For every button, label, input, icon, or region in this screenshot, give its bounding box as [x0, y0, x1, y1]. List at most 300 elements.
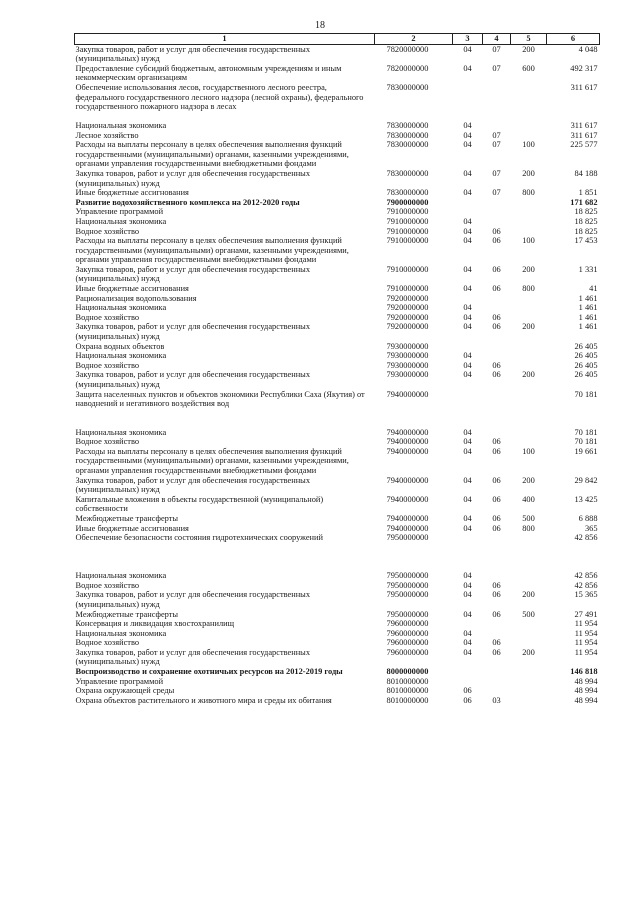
row-subsection: 06: [492, 609, 501, 619]
row-expense-type: 200: [522, 475, 535, 485]
row-amount: 18 825: [574, 226, 598, 236]
row-name: Консервация и ликвидация хвостохранилищ: [75, 619, 235, 629]
row-amount: 84 188: [574, 168, 598, 178]
row-name: Расходы на выплаты персоналу в целях обеспечения выполнения функций государственными (муниципальными) органами, казенными учреждениями, органами управления государственными внебюджетными фондами: [75, 446, 349, 475]
row-code: 7930000000: [386, 351, 429, 361]
row-code: 7910000000: [386, 216, 429, 226]
row-amount: 311 617: [570, 82, 598, 92]
row-code: 7950000000: [386, 590, 429, 600]
row-name: Иные бюджетные ассигнования: [75, 188, 189, 198]
table-row: [75, 447, 600, 476]
row-section: 04: [463, 284, 472, 294]
row-section: 04: [463, 609, 472, 619]
row-expense-type: 100: [522, 446, 535, 456]
budget-table: [74, 33, 600, 705]
row-subsection: 06: [492, 226, 501, 236]
row-amount: 42 856: [574, 533, 598, 543]
table-row: [75, 207, 600, 217]
row-subsection: 06: [492, 284, 501, 294]
row-name: Водное хозяйство: [75, 580, 140, 590]
row-subsection: [483, 198, 511, 208]
row-amount: 42 856: [574, 580, 598, 590]
table-row: [75, 169, 600, 188]
row-section: 04: [463, 513, 472, 523]
row-section: 04: [463, 628, 472, 638]
row-expense-type: [511, 619, 547, 629]
row-name: Рационализация водопользования: [75, 293, 197, 303]
row-code: 7930000000: [386, 360, 429, 370]
row-section: 04: [463, 475, 472, 485]
row-name: Водное хозяйство: [75, 226, 140, 236]
row-expense-type: 100: [522, 236, 535, 246]
row-amount: 18 825: [574, 216, 598, 226]
row-expense-type: 200: [522, 370, 535, 380]
row-name: Управление программой: [75, 207, 164, 217]
row-amount: 26 405: [574, 351, 598, 361]
row-expense-type: 400: [522, 494, 535, 504]
row-name: Водное хозяйство: [75, 437, 140, 447]
table-row: [75, 64, 600, 83]
row-subsection: 07: [492, 44, 501, 54]
row-subsection: 06: [492, 446, 501, 456]
row-code: 7900000000: [386, 197, 429, 207]
row-section: 04: [463, 44, 472, 54]
row-section: 04: [463, 140, 472, 150]
row-amount: 42 856: [574, 571, 598, 581]
row-amount: 70 181: [574, 437, 598, 447]
row-section: 04: [463, 523, 472, 533]
row-name: Межбюджетные трансферты: [75, 513, 179, 523]
row-subsection: [483, 217, 511, 227]
row-subsection: [483, 303, 511, 313]
row-code: 7930000000: [386, 370, 429, 380]
table-header-row: [75, 34, 600, 45]
row-section: 04: [463, 168, 472, 178]
row-expense-type: 200: [522, 168, 535, 178]
table-row: [75, 198, 600, 208]
row-section: 04: [463, 580, 472, 590]
row-amount: 11 954: [574, 628, 598, 638]
row-code: 7830000000: [386, 188, 429, 198]
row-subsection: 06: [492, 590, 501, 600]
row-expense-type: 800: [522, 188, 535, 198]
row-name: Охрана объектов растительного и животного мира и среды их обитания: [75, 695, 332, 705]
row-expense-type: [511, 581, 547, 591]
row-subsection: 07: [492, 168, 501, 178]
row-code: 7940000000: [386, 523, 429, 533]
table-row: [75, 390, 600, 428]
row-amount: 11 954: [574, 638, 598, 648]
table-row: [75, 514, 600, 524]
table-row: [75, 677, 600, 687]
row-name: Лесное хозяйство: [75, 130, 139, 140]
row-name: Национальная экономика: [75, 628, 167, 638]
row-expense-type: [511, 686, 547, 696]
row-amount: 11 954: [574, 647, 598, 657]
page-number: 18: [315, 20, 325, 31]
table-row: [75, 629, 600, 639]
row-name: Межбюджетные трансферты: [75, 609, 179, 619]
table-row: [75, 313, 600, 323]
row-subsection: [483, 390, 511, 428]
row-amount: 6 888: [578, 513, 598, 523]
row-amount: 26 405: [574, 341, 598, 351]
row-expense-type: [511, 227, 547, 237]
row-subsection: 06: [492, 580, 501, 590]
row-section: 04: [463, 446, 472, 456]
row-subsection: [483, 686, 511, 696]
row-name: Иные бюджетные ассигнования: [75, 284, 189, 294]
row-name: Охрана водных объектов: [75, 341, 165, 351]
row-expense-type: [511, 361, 547, 371]
row-name: Закупка товаров, работ и услуг для обеспечения государственных (муниципальных) нужд: [75, 590, 311, 609]
row-name: Обеспечение использования лесов, государственного лесного реестра, федерального государственного лесного надзора (лесной охраны), федерального государственного пожарного надзора в лесах: [75, 82, 364, 112]
row-code: 7830000000: [386, 120, 429, 130]
row-expense-type: [511, 294, 547, 304]
row-name: Предоставление субсидий бюджетным, автономным учреждениям и иным некоммерческим организациям: [75, 63, 342, 83]
table-row: [75, 351, 600, 361]
row-expense-type: [511, 638, 547, 648]
row-code: 7910000000: [386, 207, 429, 217]
table-row: [75, 294, 600, 304]
row-subsection: 06: [492, 322, 501, 332]
row-amount: 26 405: [574, 370, 598, 380]
row-name: Закупка товаров, работ и услуг для обеспечения государственных (муниципальных) нужд: [75, 475, 311, 495]
row-amount: 17 453: [574, 236, 598, 246]
row-expense-type: [511, 437, 547, 447]
row-section: 04: [463, 494, 472, 504]
row-subsection: 03: [492, 695, 501, 705]
row-expense-type: 200: [522, 647, 535, 657]
table-row: [75, 476, 600, 495]
row-code: 8000000000: [386, 667, 429, 677]
row-section: 04: [463, 638, 472, 648]
row-expense-type: [511, 533, 547, 571]
table-row: [75, 83, 600, 121]
row-code: 8010000000: [386, 695, 429, 705]
row-section: [453, 198, 483, 208]
table-row: [75, 44, 600, 64]
row-amount: 1 331: [578, 264, 598, 274]
table-row: [75, 121, 600, 131]
row-code: 7910000000: [386, 236, 429, 246]
row-expense-type: [511, 428, 547, 438]
row-expense-type: [511, 83, 547, 121]
row-name: Расходы на выплаты персоналу в целях обеспечения выполнения функций государственными (муниципальными) органами, казенными учреждениями, органами управления государственными внебюджетными фондами: [75, 236, 349, 265]
row-name: Национальная экономика: [75, 216, 167, 226]
row-subsection: 06: [492, 360, 501, 370]
row-section: [453, 294, 483, 304]
row-name: Водное хозяйство: [75, 312, 140, 322]
table-row: [75, 686, 600, 696]
row-code: 7930000000: [386, 341, 429, 351]
row-amount: 1 851: [578, 188, 598, 198]
table-row: [75, 140, 600, 169]
row-subsection: [483, 207, 511, 217]
row-section: [453, 207, 483, 217]
row-subsection: 07: [492, 130, 501, 140]
row-expense-type: [511, 571, 547, 581]
row-section: 04: [463, 322, 472, 332]
row-subsection: [483, 571, 511, 581]
row-section: 04: [463, 226, 472, 236]
row-amount: 48 994: [574, 686, 598, 696]
row-section: [453, 83, 483, 121]
row-section: [453, 390, 483, 428]
row-code: 7920000000: [386, 322, 429, 332]
table-row: [75, 131, 600, 141]
table-row: [75, 217, 600, 227]
row-expense-type: 500: [522, 513, 535, 523]
row-amount: 1 461: [578, 322, 598, 332]
row-subsection: [483, 677, 511, 687]
row-code: 7950000000: [386, 571, 429, 581]
row-amount: 29 842: [574, 475, 598, 485]
row-amount: 11 954: [574, 619, 598, 629]
row-code: 7940000000: [386, 513, 429, 523]
row-expense-type: [511, 390, 547, 428]
row-code: 8010000000: [386, 676, 429, 686]
row-amount: 1 461: [578, 293, 598, 303]
row-section: 04: [463, 647, 472, 657]
table-row: [75, 322, 600, 341]
row-subsection: 06: [492, 494, 501, 504]
row-subsection: 06: [492, 513, 501, 523]
row-code: 7910000000: [386, 264, 429, 274]
row-code: 8010000000: [386, 686, 429, 696]
table-row: [75, 303, 600, 313]
row-section: [453, 619, 483, 629]
row-name: Закупка товаров, работ и услуг для обеспечения государственных (муниципальных) нужд: [75, 264, 311, 284]
row-subsection: 06: [492, 264, 501, 274]
row-amount: 1 461: [578, 303, 598, 313]
row-expense-type: [511, 217, 547, 227]
row-code: 7950000000: [386, 609, 429, 619]
table-row: [75, 370, 600, 389]
row-amount: 41: [589, 284, 598, 294]
row-section: [453, 667, 483, 677]
row-name: Обеспечение безопасности состояния гидротехнических сооружений: [75, 533, 324, 543]
row-section: 04: [463, 590, 472, 600]
row-expense-type: [511, 342, 547, 352]
row-amount: 1 461: [578, 312, 598, 322]
row-amount: 48 994: [574, 676, 598, 686]
row-subsection: 07: [492, 188, 501, 198]
row-subsection: 06: [492, 370, 501, 380]
row-amount: 4 048: [578, 44, 598, 54]
row-code: 7940000000: [386, 427, 429, 437]
row-code: 7910000000: [386, 226, 429, 236]
row-section: [453, 533, 483, 571]
row-expense-type: [511, 121, 547, 131]
row-name: Водное хозяйство: [75, 360, 140, 370]
row-name: Расходы на выплаты персоналу в целях обеспечения выполнения функций государственными (муниципальными) органами, казенными учреждениями, органами управления государственными внебюджетными фондами: [75, 140, 349, 169]
table-row: [75, 437, 600, 447]
table-row: [75, 188, 600, 198]
row-expense-type: [511, 667, 547, 677]
row-name: Воспроизводство и сохранение охотничьих ресурсов на 2012-2019 годы: [75, 667, 343, 677]
row-name: Водное хозяйство: [75, 638, 140, 648]
row-expense-type: [511, 207, 547, 217]
row-amount: 18 825: [574, 207, 598, 217]
row-name: Закупка товаров, работ и услуг для обеспечения государственных (муниципальных) нужд: [75, 168, 311, 188]
row-name: Национальная экономика: [75, 351, 167, 361]
row-section: 04: [463, 188, 472, 198]
row-code: 7950000000: [386, 533, 429, 543]
row-expense-type: 100: [522, 140, 535, 150]
row-amount: 27 491: [574, 609, 598, 619]
row-code: 7960000000: [386, 638, 429, 648]
row-subsection: [483, 533, 511, 571]
row-section: [453, 342, 483, 352]
row-code: 7920000000: [386, 293, 429, 303]
row-section: 04: [463, 370, 472, 380]
row-name: Национальная экономика: [75, 427, 167, 437]
row-amount: 15 365: [574, 590, 598, 600]
row-code: 7940000000: [386, 446, 429, 456]
table-row: [75, 638, 600, 648]
row-name: Закупка товаров, работ и услуг для обеспечения государственных (муниципальных) нужд: [75, 44, 311, 64]
row-subsection: 07: [492, 63, 501, 73]
row-amount: 70 181: [574, 389, 598, 399]
row-code: 7820000000: [386, 44, 429, 54]
row-expense-type: 200: [522, 322, 535, 332]
row-name: Закупка товаров, работ и услуг для обеспечения государственных (муниципальных) нужд: [75, 647, 311, 667]
row-code: 7910000000: [386, 284, 429, 294]
row-code: 7920000000: [386, 312, 429, 322]
row-amount: 146 818: [570, 667, 598, 677]
row-code: 7820000000: [386, 63, 429, 73]
table-row: [75, 342, 600, 352]
row-expense-type: 500: [522, 609, 535, 619]
row-name: Развитие водохозяйственного комплекса на 2012-2020 годы: [75, 197, 300, 207]
row-code: 7960000000: [386, 619, 429, 629]
row-section: 04: [463, 264, 472, 274]
row-amount: 492 317: [570, 63, 598, 73]
row-expense-type: 200: [522, 590, 535, 600]
row-subsection: [483, 294, 511, 304]
row-code: 7940000000: [386, 437, 429, 447]
row-section: 04: [463, 312, 472, 322]
row-subsection: 06: [492, 236, 501, 246]
header-col-4: 4: [483, 34, 511, 45]
row-amount: 311 617: [570, 130, 598, 140]
row-code: 7830000000: [386, 82, 429, 92]
row-amount: 26 405: [574, 360, 598, 370]
row-section: 04: [463, 130, 472, 140]
row-section: 04: [463, 236, 472, 246]
row-code: 7830000000: [386, 140, 429, 150]
table-row: [75, 533, 600, 571]
row-section: 04: [463, 437, 472, 447]
row-subsection: 07: [492, 140, 501, 150]
row-subsection: 06: [492, 475, 501, 485]
row-section: 04: [463, 303, 472, 313]
table-row: [75, 227, 600, 237]
row-subsection: 06: [492, 312, 501, 322]
row-section: 06: [463, 695, 472, 705]
row-amount: 70 181: [574, 427, 598, 437]
row-amount: 311 617: [570, 120, 598, 130]
row-subsection: [483, 342, 511, 352]
row-expense-type: 200: [522, 264, 535, 274]
row-section: 04: [463, 427, 472, 437]
row-amount: 171 682: [570, 197, 598, 207]
row-section: 04: [463, 216, 472, 226]
row-expense-type: 200: [522, 44, 535, 54]
row-amount: 48 994: [574, 695, 598, 705]
row-name: Капитальные вложения в объекты государственной (муниципальной) собственности: [75, 494, 324, 514]
row-subsection: [483, 351, 511, 361]
row-name: Национальная экономика: [75, 303, 167, 313]
row-code: 7940000000: [386, 389, 429, 399]
row-name: Закупка товаров, работ и услуг для обеспечения государственных (муниципальных) нужд: [75, 322, 311, 342]
table-row: [75, 619, 600, 629]
row-name: Национальная экономика: [75, 120, 167, 130]
row-expense-type: [511, 313, 547, 323]
table-row: [75, 495, 600, 514]
table-row: [75, 236, 600, 265]
row-code: 7960000000: [386, 647, 429, 657]
row-expense-type: [511, 131, 547, 141]
row-section: 04: [463, 360, 472, 370]
row-amount: 19 661: [574, 446, 598, 456]
table-row: [75, 571, 600, 581]
row-amount: 225 577: [570, 140, 598, 150]
row-name: Национальная экономика: [75, 571, 167, 581]
row-code: 7830000000: [386, 168, 429, 178]
table-row: [75, 361, 600, 371]
table-row: [75, 524, 600, 534]
row-code: 7950000000: [386, 580, 429, 590]
header-col-2: 2: [375, 34, 453, 45]
table-row: [75, 428, 600, 438]
row-subsection: 06: [492, 647, 501, 657]
row-subsection: 06: [492, 523, 501, 533]
row-name: Охрана окружающей среды: [75, 686, 175, 696]
row-expense-type: [511, 303, 547, 313]
header-col-5: 5: [511, 34, 547, 45]
row-name: Закупка товаров, работ и услуг для обеспечения государственных (муниципальных) нужд: [75, 370, 311, 389]
table-body: [75, 44, 600, 705]
table-row: [75, 667, 600, 677]
row-code: 7940000000: [386, 494, 429, 504]
row-expense-type: 800: [522, 284, 535, 294]
row-amount: 365: [584, 523, 598, 533]
row-subsection: [483, 629, 511, 639]
table-row: [75, 581, 600, 591]
row-section: 06: [463, 686, 472, 696]
row-expense-type: [511, 198, 547, 208]
row-subsection: [483, 428, 511, 438]
table-row: [75, 648, 600, 667]
row-amount: 13 425: [574, 494, 598, 504]
row-subsection: [483, 667, 511, 677]
row-name: Управление программой: [75, 676, 164, 686]
row-code: 7920000000: [386, 303, 429, 313]
row-expense-type: [511, 629, 547, 639]
row-expense-type: [511, 351, 547, 361]
row-subsection: [483, 83, 511, 121]
row-section: 04: [463, 63, 472, 73]
table-row: [75, 265, 600, 284]
row-section: 04: [463, 120, 472, 130]
row-expense-type: 800: [522, 523, 535, 533]
table-row: [75, 696, 600, 706]
table-row: [75, 610, 600, 620]
header-col-6: 6: [547, 34, 600, 45]
table-row: [75, 284, 600, 294]
